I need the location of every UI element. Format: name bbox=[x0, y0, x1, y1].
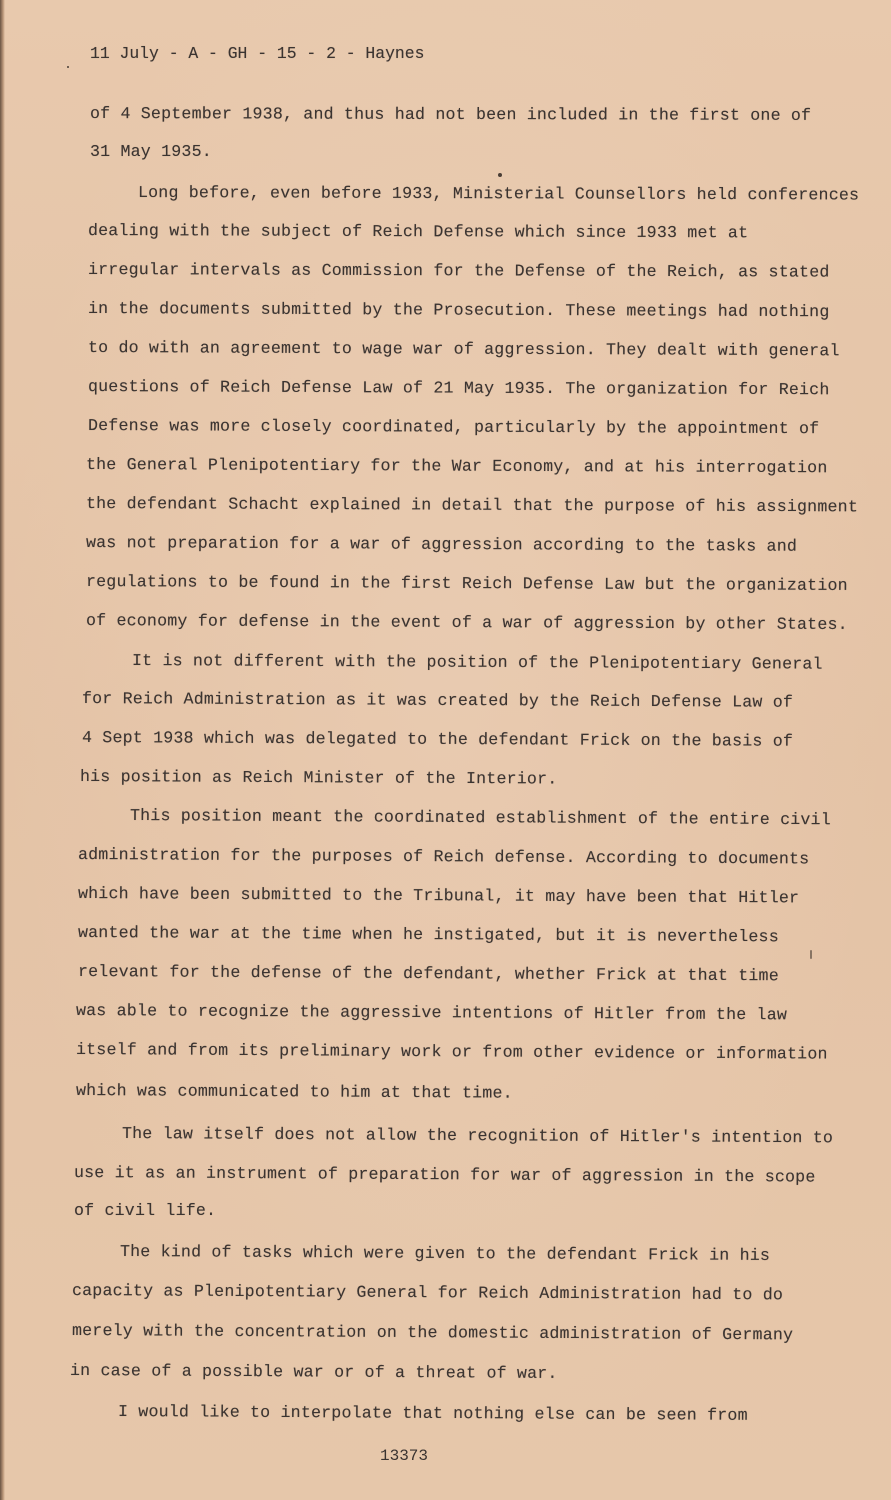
text-line: I would like to interpolate that nothing else can be seen from bbox=[117, 1402, 748, 1425]
ink-speck bbox=[498, 173, 502, 177]
text-line: itself and from its preliminary work or from other evidence or information bbox=[75, 1040, 828, 1064]
text-line: administration for the purposes of Reich defense. According to documents bbox=[77, 845, 810, 869]
text-line: Long before, even before 1933, Ministerial Counsellors held conferences bbox=[137, 183, 860, 205]
text-line: which was communicated to him at that time. bbox=[75, 1081, 513, 1103]
ink-speck bbox=[67, 66, 69, 68]
text-line: in the documents submitted by the Prosecution. These meetings had nothing bbox=[87, 299, 830, 322]
text-line: capacity as Plenipotentiary General for Reich Administration had to do bbox=[71, 1281, 784, 1305]
text-line: Defense was more closely coordinated, particularly by the appointment of bbox=[87, 416, 820, 439]
text-line: regulations to be found in the first Reich Defense Law but the organization bbox=[85, 572, 848, 595]
text-line: dealing with the subject of Reich Defense which since 1933 met at bbox=[87, 221, 749, 243]
text-line: his position as Reich Minister of the Interior. bbox=[79, 767, 558, 789]
text-line: merely with the concentration on the domestic administration of Germany bbox=[71, 1321, 794, 1345]
text-line: questions of Reich Defense Law of 21 May 1935. The organization for Reich bbox=[87, 377, 830, 400]
text-line: The kind of tasks which were given to the defendant Frick in his bbox=[119, 1242, 771, 1265]
text-line: The law itself does not allow the recognition of Hitler's intention to bbox=[121, 1124, 834, 1148]
text-line: 31 May 1935. bbox=[90, 142, 212, 161]
text-line: the defendant Schacht explained in detail that the purpose of his assignment bbox=[85, 494, 859, 517]
text-line: was not preparation for a war of aggression according to the tasks and bbox=[85, 533, 798, 556]
text-line: 4 Sept 1938 which was delegated to the defendant Frick on the basis of bbox=[81, 728, 794, 751]
ink-speck bbox=[810, 950, 812, 959]
text-line: use it as an instrument of preparation for war of aggression in the scope bbox=[73, 1163, 816, 1187]
text-line: was able to recognize the aggressive intentions of Hitler from the law bbox=[75, 1001, 788, 1025]
text-line: relevant for the defense of the defendant, whether Frick at that time bbox=[77, 962, 779, 986]
text-line: It is not different with the position of the Plenipotentiary General bbox=[131, 651, 823, 674]
text-line: This position meant the coordinated establishment of the entire civil bbox=[129, 806, 831, 830]
page-number: 13373 bbox=[380, 1447, 429, 1465]
text-line: for Reich Administration as it was created by the Reich Defense Law of bbox=[81, 689, 794, 712]
text-line: of economy for defense in the event of a war of aggression by other States. bbox=[85, 611, 848, 634]
text-line: irregular intervals as Commission for the Defense of the Reich, as stated bbox=[87, 260, 830, 282]
text-line: which have been submitted to the Tribunal, it may have been that Hitler bbox=[77, 884, 800, 908]
text-line: wanted the war at the time when he instigated, but it is nevertheless bbox=[77, 923, 779, 947]
text-line: in case of a possible war or of a threat of war. bbox=[69, 1361, 558, 1383]
text-line: to do with an agreement to wage war of aggression. They dealt with general bbox=[87, 338, 840, 361]
text-line: of civil life. bbox=[74, 1201, 217, 1220]
text-line: the General Plenipotentiary for the War Economy, and at his interrogation bbox=[85, 455, 828, 478]
page-header: 11 July - A - GH - 15 - 2 - Haynes bbox=[90, 44, 425, 63]
text-line: of 4 September 1938, and thus had not been included in the first one of bbox=[89, 104, 812, 125]
